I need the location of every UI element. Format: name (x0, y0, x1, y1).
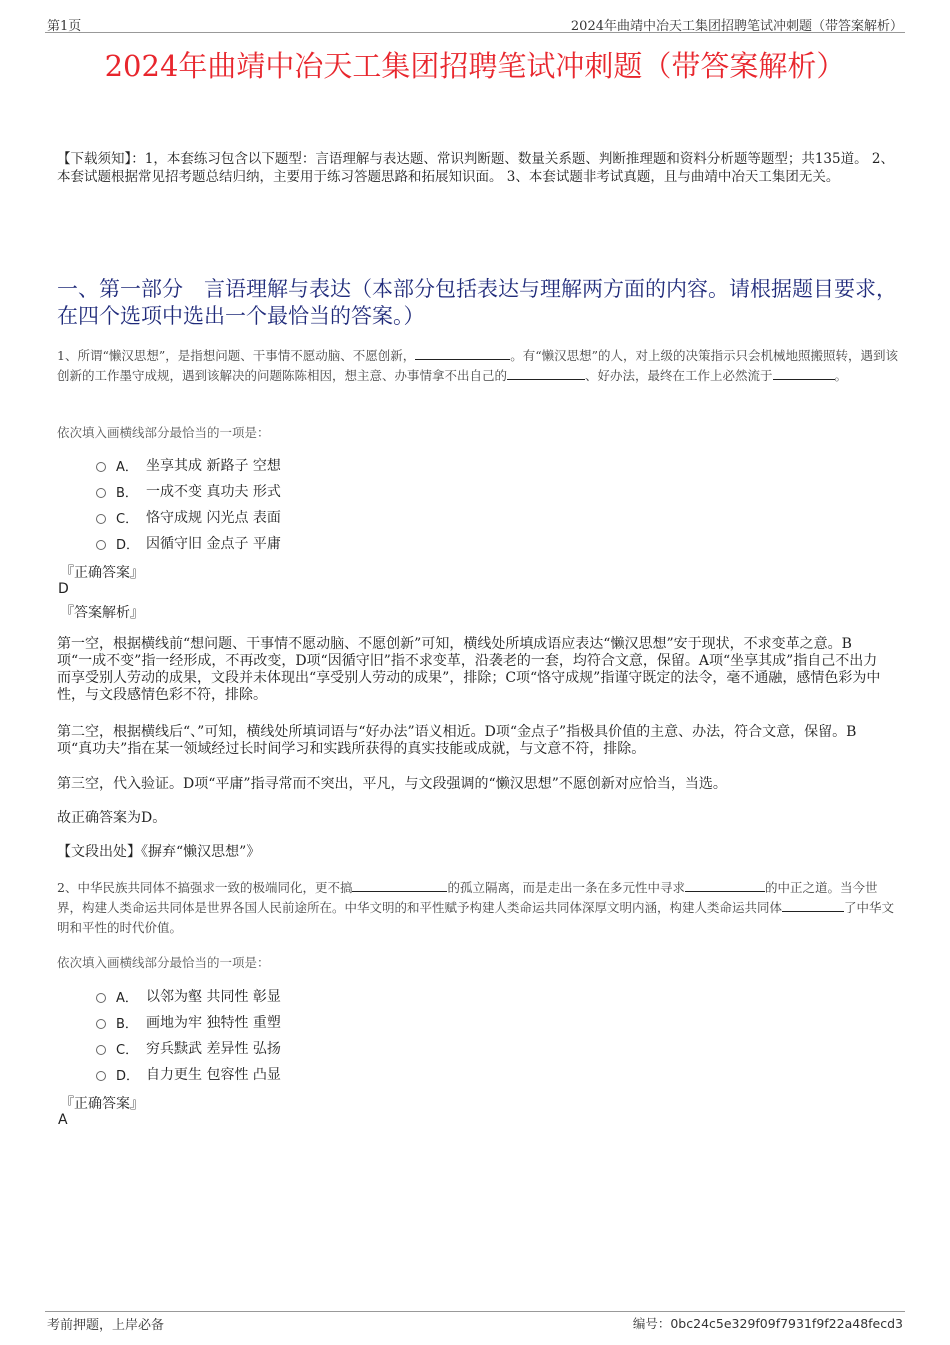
option-letter: C． (116, 511, 139, 527)
download-notice: 【下载须知】：1，本套练习包含以下题型：言语理解与表达题、常识判断题、数量关系题、判断推理题和资料分析题等题型；共135道。 2、本套试题根据常见招考题总结归纳，主要用于练习答题思路和拓展知识面。 3、本套试题非考试真题，且与曲靖中冶天工集团无关。 (57, 151, 894, 185)
q2-text-part4: 了中华文明和平性的时代价值。 (57, 900, 895, 935)
q1-text-part2: 。有“懒汉思想”的人，对上级的决策指示只会机械地照搬照转，遇到该创新的工作墨守成规，遇到该解决的问题陈陈相因，想主意、办事情拿不出自己的 (57, 348, 899, 383)
q1-blank-3 (773, 367, 835, 380)
page-title: 2024年曲靖中冶天工集团招聘笔试冲刺题（带答案解析） (104, 49, 846, 83)
q1-analysis-para-2: 第二空，根据横线后“、”可知，横线处所填词语与“好办法”语义相近。D项“金点子”指极具价值的主意、办法，符合文意，保留。B项“真功夫”指在某一领域经过长时间学习和实践所获得的真实技能或成就，与文意不符，排除。 (57, 724, 857, 757)
q1-text-part3: 、好办法，最终在工作上必然流于 (585, 368, 773, 383)
q2-option-d[interactable] (96, 1061, 281, 1087)
option-text: 因循守旧 金点子 平庸 (146, 536, 281, 552)
q2-text-part1: 2、中华民族共同体不搞强求一致的极端同化，更不搞 (57, 880, 353, 895)
q2-text-part2: 的孤立隔离，而是走出一条在多元性中寻求 (447, 880, 685, 895)
q1-text-part4: 。 (834, 368, 848, 383)
q1-analysis-label: 『答案解析』 (60, 605, 144, 621)
option-text: 画地为牢 独特性 重塑 (146, 1015, 281, 1031)
section-heading: 一、第一部分 言语理解与表达（本部分包括表达与理解两方面的内容。请根据题目要求，在四个选项中选出一个最恰当的答案。） (57, 277, 897, 328)
q1-answer: D (58, 581, 69, 597)
q1-option-d[interactable] (96, 530, 281, 556)
q2-text-part3: 的中正之道。当今世界，构建人类命运共同体是世界各国人民前途所在。中华文明的和平性赋予构建人类命运共同体深厚文明内涵，构建人类命运共同体 (57, 880, 878, 915)
q1-blank-2 (507, 367, 585, 380)
option-letter: D． (116, 1068, 140, 1084)
q2-option-a[interactable] (96, 983, 281, 1009)
q1-option-b[interactable] (96, 478, 281, 504)
header-doc-title: 2024年曲靖中冶天工集团招聘笔试冲刺题（带答案解析） (570, 19, 903, 34)
q2-option-b[interactable] (96, 1009, 281, 1035)
radio-icon[interactable] (96, 514, 106, 524)
radio-icon[interactable] (96, 1019, 106, 1029)
q1-analysis-para-1: 第一空，根据横线前“想问题、干事情不愿动脑、不愿创新”可知，横线处所填成语应表达“懒汉思想”安于现状，不求变革之意。B项“一成不变”指一经形成，不再改变，D项“因循守旧”指不求变革，沿袭老的一套，均符合文意，保留。A项“坐享其成”指自己不出力而享受别人劳动的成果，文段并未体现出“享受别人劳动的成果”，排除；C项“恪守成规”指谨守既定的法令，毫不通融，感情色彩为中性，与文段感情色彩不符，排除。 (57, 636, 881, 703)
radio-icon[interactable] (96, 993, 106, 1003)
q1-options (96, 452, 281, 556)
q2-blank-1 (352, 879, 447, 892)
option-letter: A． (116, 990, 138, 1006)
question-1-stem (57, 346, 899, 386)
option-text: 穷兵黩武 差异性 弘扬 (146, 1041, 281, 1057)
q1-source: 【文段出处】《摒弃“懒汉思想”》 (57, 844, 261, 860)
q2-options (96, 983, 281, 1087)
q1-option-c[interactable] (96, 504, 281, 530)
page-number: 第1页 (47, 19, 82, 34)
header-divider (45, 32, 905, 33)
q2-answer: A (58, 1112, 68, 1128)
q2-blank-2 (685, 879, 765, 892)
q1-analysis-para-3: 第三空，代入验证。D项“平庸”指寻常而不突出，平凡，与文段强调的“懒汉思想”不愿创新对应恰当，当选。 (57, 776, 727, 792)
footer-slogan: 考前押题，上岸必备 (47, 1318, 165, 1333)
option-letter: C． (116, 1042, 139, 1058)
q1-text-part1: 1、所谓“懒汉思想”，是指想问题、干事情不愿动脑、不愿创新， (57, 348, 416, 363)
option-text: 一成不变 真功夫 形式 (146, 484, 281, 500)
option-text: 恪守成规 闪光点 表面 (146, 510, 281, 526)
q2-blank-3 (782, 899, 844, 912)
option-letter: A． (116, 459, 138, 475)
option-text: 自力更生 包容性 凸显 (146, 1067, 281, 1083)
option-text: 以邻为壑 共同性 彰显 (146, 989, 281, 1005)
radio-icon[interactable] (96, 462, 106, 472)
q1-prompt: 依次填入画横线部分最恰当的一项是： (57, 425, 270, 440)
footer-divider (45, 1311, 905, 1312)
option-letter: D． (116, 537, 140, 553)
q1-analysis-conclusion: 故正确答案为D。 (57, 810, 167, 826)
radio-icon[interactable] (96, 488, 106, 498)
radio-icon[interactable] (96, 540, 106, 550)
radio-icon[interactable] (96, 1071, 106, 1081)
option-text: 坐享其成 新路子 空想 (146, 458, 281, 474)
question-2-stem (57, 878, 899, 938)
option-letter: B． (116, 485, 138, 501)
q1-option-a[interactable] (96, 452, 281, 478)
q2-option-c[interactable] (96, 1035, 281, 1061)
q2-prompt: 依次填入画横线部分最恰当的一项是： (57, 955, 270, 970)
footer-doc-id: 编号：0bc24c5e329f09f7931f9f22a48fecd3 (632, 1316, 903, 1331)
q1-blank-1 (415, 347, 510, 360)
radio-icon[interactable] (96, 1045, 106, 1055)
option-letter: B． (116, 1016, 138, 1032)
q1-answer-label: 『正确答案』 (60, 565, 144, 581)
q2-answer-label: 『正确答案』 (60, 1096, 144, 1112)
